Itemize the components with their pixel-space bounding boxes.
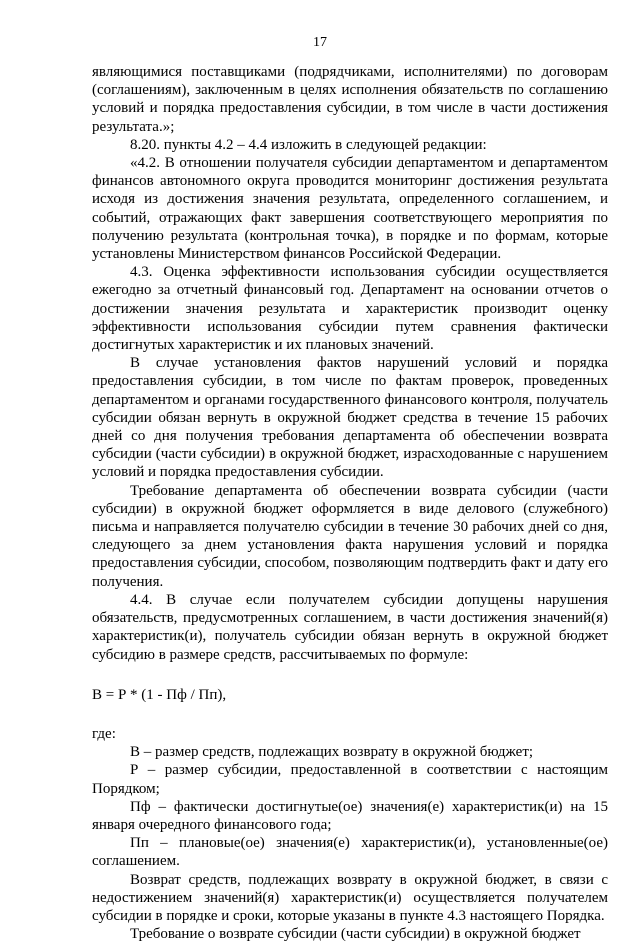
definition-r: Р – размер субсидии, предоставленной в соответствии с настоящим Порядком; (92, 762, 608, 797)
paragraph-continuation: являющимися поставщиками (подрядчиками, исполнителями) по договорам (соглашениям), заключенным в целях исполнения обязательств по соглашению условий и порядка предоставления субсидии, в том числе в части достижения результата.»; (92, 64, 608, 135)
paragraph-refund-requirement: Требование департамента об обеспечении возврата субсидии (части субсидии) в окружной бюджет оформляется в виде делового (служебного) письма и направляется получателю субсидии в течение 30 рабочих дней со дня, следующего за днем установления факта нарушения условий и порядка предоставления субсидии, способом, позволяющим подтвердить факт и дату его получения. (92, 482, 608, 590)
paragraph-4-4: 4.4. В случае если получателем субсидии допущены нарушения обязательств, предусмотренных соглашением, в части достижения значений(я) характеристик(и), получатель субсидии обязан вернуть в окружной бюджет субсидию в размере средств, рассчитываемых по формуле: (92, 591, 608, 663)
paragraph-4-2: «4.2. В отношении получателя субсидии департаментом и департаментом финансов автономного округа проводится мониторинг достижения результата исходя из достижения значения результата, определенного соглашением, и событий, отражающих факт завершения соответствующего мероприятия по получению результата (контрольная точка), в порядке и по формам, которые установлены Министерством финансов Российской Федерации. (92, 155, 608, 263)
page-number: 17 (313, 35, 327, 50)
refund-formula: В = Р * (1 - Пф / Пп), (92, 686, 227, 703)
definition-pf: Пф – фактически достигнутые(ое) значения(е) характеристик(и) на 15 января очередного финансового года; (92, 798, 608, 833)
paragraph-4-3: 4.3. Оценка эффективности использования субсидии осуществляется ежегодно за отчетный финансовый год. Департамент на основании отчетов о достижении значения результата и характеристик производит оценку эффективности использования субсидии путем сравнения фактически достигнутых характеристик и их плановых значений. (92, 264, 608, 354)
definition-pp: Пп – плановые(ое) значения(е) характеристик(и), установленные(ое) соглашением. (92, 835, 608, 870)
document-body (92, 63, 608, 943)
paragraph-refund-procedure: Возврат средств, подлежащих возврату в окружной бюджет, в связи с недостижением значений(я) характеристик(и) осуществляется получателем субсидии в порядке и сроки, которые указаны в пункте 4.3 настоящего Порядка. (92, 871, 608, 924)
paragraph-violation-cases: В случае установления фактов нарушений условий и порядка предоставления субсидии, в том числе по фактам проверок, проведенных департаментом и органами государственного финансового контроля, получатель субсидии обязан вернуть в окружной бюджет средства в течение 15 рабочих дней со дня получения требования департамента об обеспечении возврата субсидии (части субсидии) в окружной бюджет, израсходованные с нарушением условий и порядка предоставления субсидии. (92, 355, 608, 481)
paragraph-refund-demand: Требование о возврате субсидии (части субсидии) в окружной бюджет (130, 926, 581, 943)
formula-where-label: где: (92, 725, 116, 742)
definition-b: В – размер средств, подлежащих возврату в окружной бюджет; (130, 744, 534, 761)
paragraph-item-8-20: 8.20. пункты 4.2 – 4.4 изложить в следующей редакции: (130, 136, 487, 153)
